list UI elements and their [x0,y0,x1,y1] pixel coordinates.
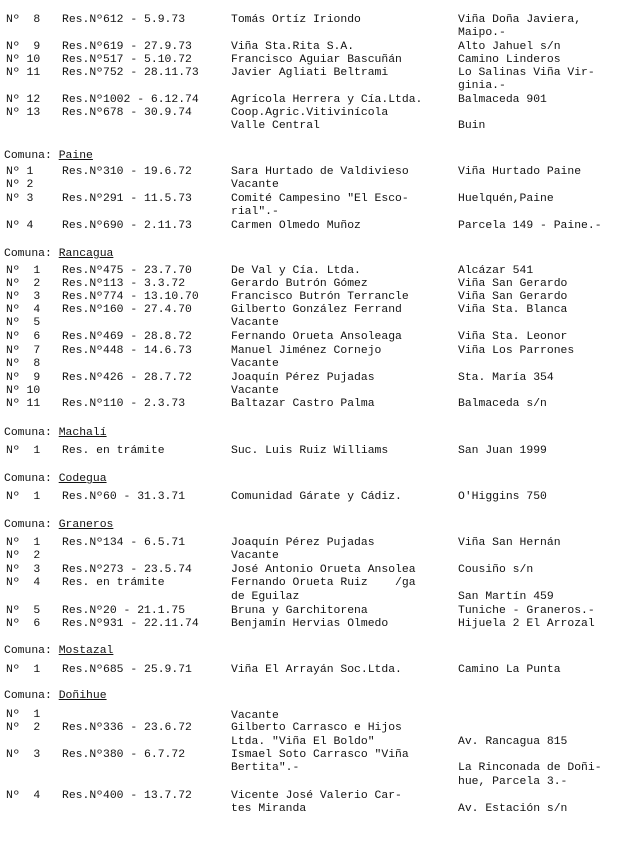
entry-row: Nº 13 Res.Nº678 - 30.9.74 Coop.Agric.Vitivinícola [6,107,389,119]
entry-row: Nº 2 Vacante [6,179,279,191]
entry-row: Nº 11 Res.Nº110 - 2.3.73 Baltazar Castro Palma Balmaceda s/n [6,398,547,410]
entry-row: Nº 11 Res.Nº752 - 28.11.73 Javier Agliati Beltrami Lo Salinas Viña Vir- [6,67,595,79]
entry-row: ginia.- [458,80,506,92]
entry-row: hue, Parcela 3.- [458,776,568,788]
entry-row: Nº 8 Res.Nº612 - 5.9.73 Tomás Ortíz Iriondo Viña Doña Javiera, [6,14,582,26]
comuna-heading: Comuna: Graneros [4,519,114,531]
comuna-heading: Comuna: Doñihue [4,690,107,702]
entry-row: Nº 1 Res. en trámite Suc. Luis Ruiz Williams San Juan 1999 [6,445,547,457]
entry-row: Nº 1 Res.Nº475 - 23.7.70 De Val y Cía. Ltda. Alcázar 541 [6,265,534,277]
entry-row: Nº 9 Res.Nº619 - 27.9.73 Viña Sta.Rita S.A. Alto Jahuel s/n [6,41,561,53]
entry-row: Nº 2 Res.Nº113 - 3.3.72 Gerardo Butrón Gómez Viña San Gerardo [6,278,568,290]
entry-row: Nº 5 Res.Nº20 - 21.1.75 Bruna y Garchitorena Tuniche - Graneros.- [6,605,595,617]
entry-row: Bertita".- La Rinconada de Doñi- [231,762,602,774]
entry-row: Nº 3 Res.Nº774 - 13.10.70 Francisco Butrón Terrancle Viña San Gerardo [6,291,568,303]
entry-row: tes Miranda Av. Estación s/n [231,803,568,815]
entry-row: Nº 9 Res.Nº426 - 28.7.72 Joaquín Pérez Pujadas Sta. María 354 [6,372,554,384]
entry-row: Nº 1 Res.Nº310 - 19.6.72 Sara Hurtado de Valdivieso Viña Hurtado Paine [6,166,582,178]
entry-row: Nº 4 Res.Nº400 - 13.7.72 Vicente José Valerio Car- [6,790,402,802]
entry-row: Nº 2 Vacante [6,550,279,562]
comuna-heading: Comuna: Rancagua [4,248,114,260]
comuna-heading: Comuna: Machalí [4,427,107,439]
entry-row: Nº 5 Vacante [6,317,279,329]
entry-row: Nº 4 Res.Nº690 - 2.11.73 Carmen Olmedo Muñoz Parcela 149 - Paine.- [6,220,602,232]
entry-row: Vacante [231,710,279,722]
entry-row: Nº 4 Res.Nº160 - 27.4.70 Gilberto González Ferrand Viña Sta. Blanca [6,304,568,316]
entry-row: Nº 1 Res.Nº685 - 25.9.71 Viña El Arrayán Soc.Ltda. Camino La Punta [6,664,561,676]
entry-row: Nº 7 Res.Nº448 - 14.6.73 Manuel Jiménez Cornejo Viña Los Parrones [6,345,575,357]
entry-row: Nº 10 Res.Nº517 - 5.10.72 Francisco Aguiar Bascuñán Camino Linderos [6,54,561,66]
entry-row: Nº 3 Res.Nº380 - 6.7.72 Ismael Soto Carrasco "Viña [6,749,409,761]
comuna-heading: Comuna: Mostazal [4,645,114,657]
entry-row: Nº 3 Res.Nº291 - 11.5.73 Comité Campesino "El Esco- Huelquén,Paine [6,193,554,205]
entry-row: Nº 6 Res.Nº469 - 28.8.72 Fernando Orueta Ansoleaga Viña Sta. Leonor [6,331,568,343]
comuna-heading: Comuna: Paine [4,150,93,162]
entry-row: Nº 1 [6,709,41,721]
entry-row: Nº 12 Res.Nº1002 - 6.12.74 Agrícola Herrera y Cía.Ltda. Balmaceda 901 [6,94,547,106]
comuna-heading: Comuna: Codegua [4,473,107,485]
entry-row: Nº 1 Res.Nº60 - 31.3.71 Comunidad Gárate y Cádiz. O'Higgins 750 [6,491,547,503]
entry-row: rial".- [231,206,279,218]
entry-row: Nº 10 Vacante [6,385,279,397]
entry-row: Ltda. "Viña El Boldo" Av. Rancagua 815 [231,736,568,748]
entry-row: de Eguilaz San Martín 459 [231,591,554,603]
entry-row: Nº 8 Vacante [6,358,279,370]
entry-row: Valle Central Buin [231,120,486,132]
entry-row: Nº 2 Res.Nº336 - 23.6.72 Gilberto Carrasco e Hijos [6,722,402,734]
entry-row: Nº 3 Res.Nº273 - 23.5.74 José Antonio Orueta Ansolea Cousiño s/n [6,564,534,576]
entry-row: Nº 6 Res.Nº931 - 22.11.74 Benjamín Hervias Olmedo Hijuela 2 El Arrozal [6,618,595,630]
entry-row: Nº 1 Res.Nº134 - 6.5.71 Joaquín Pérez Pujadas Viña San Hernán [6,537,561,549]
entry-row: Nº 4 Res. en trámite Fernando Orueta Ruiz /ga [6,577,416,589]
entry-row: Maipo.- [458,27,506,39]
